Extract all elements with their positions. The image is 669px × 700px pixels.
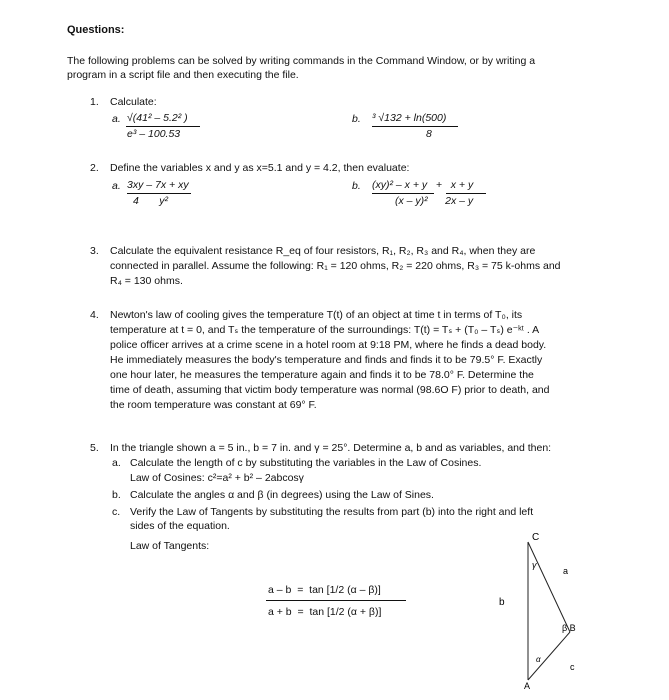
- q5c-line-2: sides of the equation.: [130, 520, 230, 532]
- q3-line-3: R₄ = 130 ohms.: [110, 275, 183, 287]
- q1-number: 1.: [90, 96, 99, 108]
- tangent-eq-top: a – b = tan [1/2 (α – β)]: [268, 584, 381, 596]
- q3-line-2: connected in parallel. Assume the following: R₁ = 120 ohms, R₂ = 220 ohms, R₃ = 75 k-ohms and: [110, 260, 561, 272]
- q2-number: 2.: [90, 162, 99, 174]
- q2b-tag: b.: [352, 180, 361, 192]
- q1b-numerator: ³ √132 + ln(500): [372, 112, 447, 124]
- q5a-tag: a.: [112, 457, 121, 469]
- q4-line-7: the room temperature was constant at 69° F.: [110, 399, 317, 411]
- q2b-fraction-bar-2: [446, 193, 486, 194]
- q2a-bottom: 4 y²: [133, 195, 169, 207]
- triangle-side-b-label: b: [499, 597, 505, 608]
- q1-label: Calculate:: [110, 96, 157, 108]
- q1a-denominator: e³ – 100.53: [127, 128, 181, 140]
- q4-line-5: one hour later, he measures the temperature again and finds it to be 78.0° F. Determine the: [110, 369, 534, 381]
- q1b-tag: b.: [352, 113, 361, 125]
- triangle-vertex-b: β B: [562, 623, 576, 633]
- triangle-vertex-a: A: [524, 681, 531, 690]
- q5a-line-1: Calculate the length of c by substituting the variables in the Law of Cosines.: [130, 457, 482, 469]
- q1b-fraction-bar: [372, 126, 458, 127]
- triangle-side-c-label: c: [570, 662, 575, 672]
- q4-line-1: Newton's law of cooling gives the temperature T(t) of an object at time t in terms of T₀, its: [110, 309, 523, 321]
- q2a-tag: a.: [112, 180, 121, 192]
- q3-number: 3.: [90, 245, 99, 257]
- q4-line-6: time of death, assuming that victim body temperature was normal (98.6O F) prior to death, and: [110, 384, 550, 396]
- triangle-gamma-label: γ: [532, 560, 537, 570]
- intro-line-1: The following problems can be solved by writing commands in the Command Window, or by writing a: [67, 55, 536, 67]
- q4-number: 4.: [90, 309, 99, 321]
- q2b-top: (xy)² – x + y + x + y: [372, 179, 474, 191]
- q5-number: 5.: [90, 442, 99, 454]
- triangle-alpha-label: α: [536, 655, 541, 664]
- triangle-side-c: [528, 632, 570, 680]
- q2b-bottom: (x – y)² 2x – y: [395, 195, 474, 207]
- triangle-vertex-c: C: [532, 532, 540, 543]
- q5b-line: Calculate the angles α and β (in degrees) using the Law of Sines.: [130, 489, 434, 501]
- tangent-eq-bottom: a + b = tan [1/2 (α + β)]: [268, 606, 382, 618]
- q5-text: In the triangle shown a = 5 in., b = 7 in. and γ = 25°. Determine a, b and as variables, and then:: [110, 442, 552, 454]
- q1a-numerator: √(41² – 5.2² ): [127, 112, 188, 124]
- q2a-top: 3xy – 7x + xy: [127, 179, 189, 191]
- q4-line-4: He immediately measures the body's temperature and finds and finds it to be 79.5° F. Exactly: [110, 354, 543, 366]
- triangle-diagram: [480, 520, 600, 690]
- intro-line-2: program in a script file and then executing the file.: [67, 69, 299, 81]
- q4-line-3: police officer arrives at a crime scene in a hotel room at 9:18 PM, where he finds a dead body.: [110, 339, 547, 351]
- q1a-fraction-bar: [126, 126, 200, 127]
- q5a-line-2: Law of Cosines: c²=a² + b² – 2abcosγ: [130, 472, 304, 484]
- q3-line-1: Calculate the equivalent resistance R_eq of four resistors, R₁, R₂, R₃ and R₄, when they are: [110, 245, 536, 257]
- triangle-side-a: [528, 542, 570, 632]
- q2b-fraction-bar-1: [372, 193, 434, 194]
- tangent-eq-fraction-bar: [266, 600, 406, 601]
- q5c-line-1: Verify the Law of Tangents by substituting the results from part (b) into the right and left: [130, 506, 534, 518]
- q1b-denominator: 8: [426, 128, 432, 140]
- q2a-fraction-bar: [127, 193, 191, 194]
- q1a-tag: a.: [112, 113, 121, 125]
- q2-text: Define the variables x and y as x=5.1 and y = 4.2, then evaluate:: [110, 162, 410, 174]
- law-of-tangents-label: Law of Tangents:: [130, 540, 210, 552]
- page-title: Questions:: [67, 24, 125, 36]
- triangle-side-a-label: a: [563, 566, 569, 576]
- q4-line-2: temperature at t = 0, and Tₛ the temperature of the surroundings: T(t) = Tₛ + (T₀ – Tₛ) e⁻ᵏᵗ . A: [110, 324, 540, 336]
- q5c-tag: c.: [112, 506, 121, 518]
- q5b-tag: b.: [112, 489, 121, 501]
